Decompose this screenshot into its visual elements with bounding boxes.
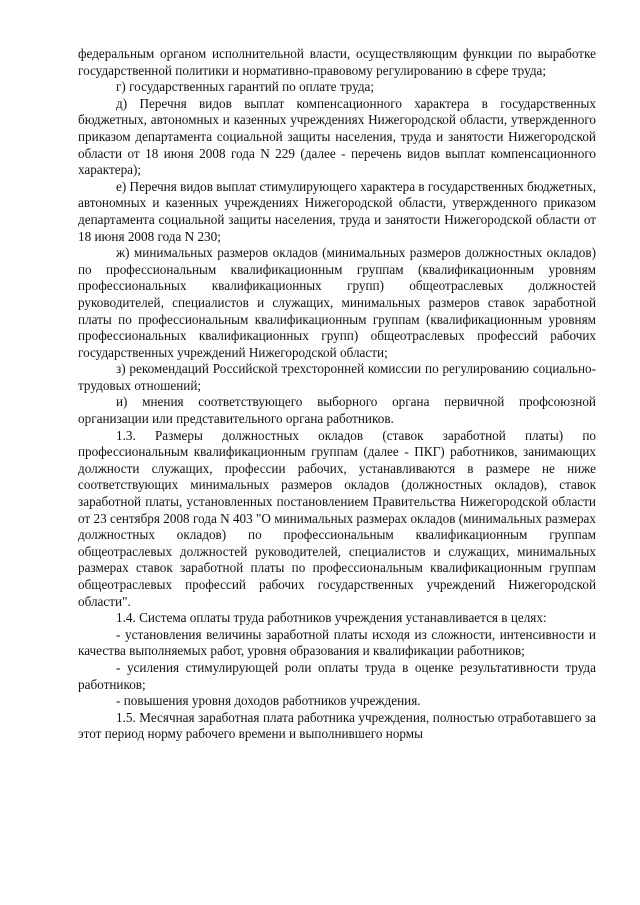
paragraph-bullet-2: - усиления стимулирующей роли оплаты труда в оценке результативности труда работников;	[78, 659, 596, 692]
paragraph-item-e: е) Перечня видов выплат стимулирующего характера в государственных бюджетных, автономных и казенных учреждениях Нижегородской области, утвержденного приказом департамента социальной защиты населения, труда и занятости Нижегородской области от 18 июня 2008 года N 230;	[78, 178, 596, 244]
paragraph-item-g: г) государственных гарантий по оплате труда;	[116, 79, 375, 95]
paragraph-bullet-3: - повышения уровня доходов работников учреждения.	[116, 693, 421, 709]
paragraph-item-z: з) рекомендаций Российской трехсторонней комиссии по регулированию социально-трудовых отношений;	[78, 361, 596, 393]
paragraph-section-1-3: 1.3. Размеры должностных окладов (ставок заработной платы) по профессиональным квалификационным группам (далее - ПКГ) работников, занимающих должности служащих, профессии рабочих, устанавливаются в размере не ниже соответствующих минимальных размеров окладов (должностных окладов), ставок заработной платы, установленных постановлением Правительства Нижегородской области от 23 сентября 2008 года N 403 "О минимальных размерах окладов (минимальных размерах должностных окладов) по профессиональным квалификационным группам общеотраслевых должностей руководителей, специалистов и служащих, минимальных размерах ставок заработной платы по профессиональным квалификационным группам общеотраслевых профессий рабочих государственных учреждений Нижегородской области".	[78, 427, 596, 609]
paragraph-section-1-4: 1.4. Система оплаты труда работников учреждения устанавливается в целях:	[116, 610, 547, 626]
paragraph-item-i: и) мнения соответствующего выборного органа первичной профсоюзной организации или представительного органа работников.	[78, 394, 596, 427]
paragraph-section-1-5: 1.5. Месячная заработная плата работника учреждения, полностью отработавшего за этот период норму рабочего времени и выполнившего нормы	[78, 709, 596, 742]
paragraph-continuation: федеральным органом исполнительной власти, осуществляющим функции по выработке государственной политики и нормативно-правовому регулированию в сфере труда;	[78, 46, 596, 78]
paragraph-bullet-1: - установления величины заработной платы исходя из сложности, интенсивности и качества выполняемых работ, уровня образования и квалификации работников;	[78, 626, 596, 659]
document-page	[78, 46, 596, 743]
paragraph-item-zh: ж) минимальных размеров окладов (минимальных размеров должностных окладов) по профессиональным квалификационным группам (квалификационным уровням профессиональных квалификационных групп) общеотраслевых должностей руководителей, специалистов и служащих, минимальных размеров ставок заработной платы по профессиональным квалификационным группам (квалификационным уровням профессиональных квалификационных групп) общеотраслевых профессий рабочих государственных учреждений Нижегородской области;	[78, 245, 596, 360]
paragraph-item-d: д) Перечня видов выплат компенсационного характера в государственных бюджетных, автономных и казенных учреждениях Нижегородской области, утвержденного приказом департамента социальной защиты населения, труда и занятости Нижегородской области от 18 июня 2008 года N 229 (далее - перечень видов выплат компенсационного характера);	[78, 95, 596, 178]
